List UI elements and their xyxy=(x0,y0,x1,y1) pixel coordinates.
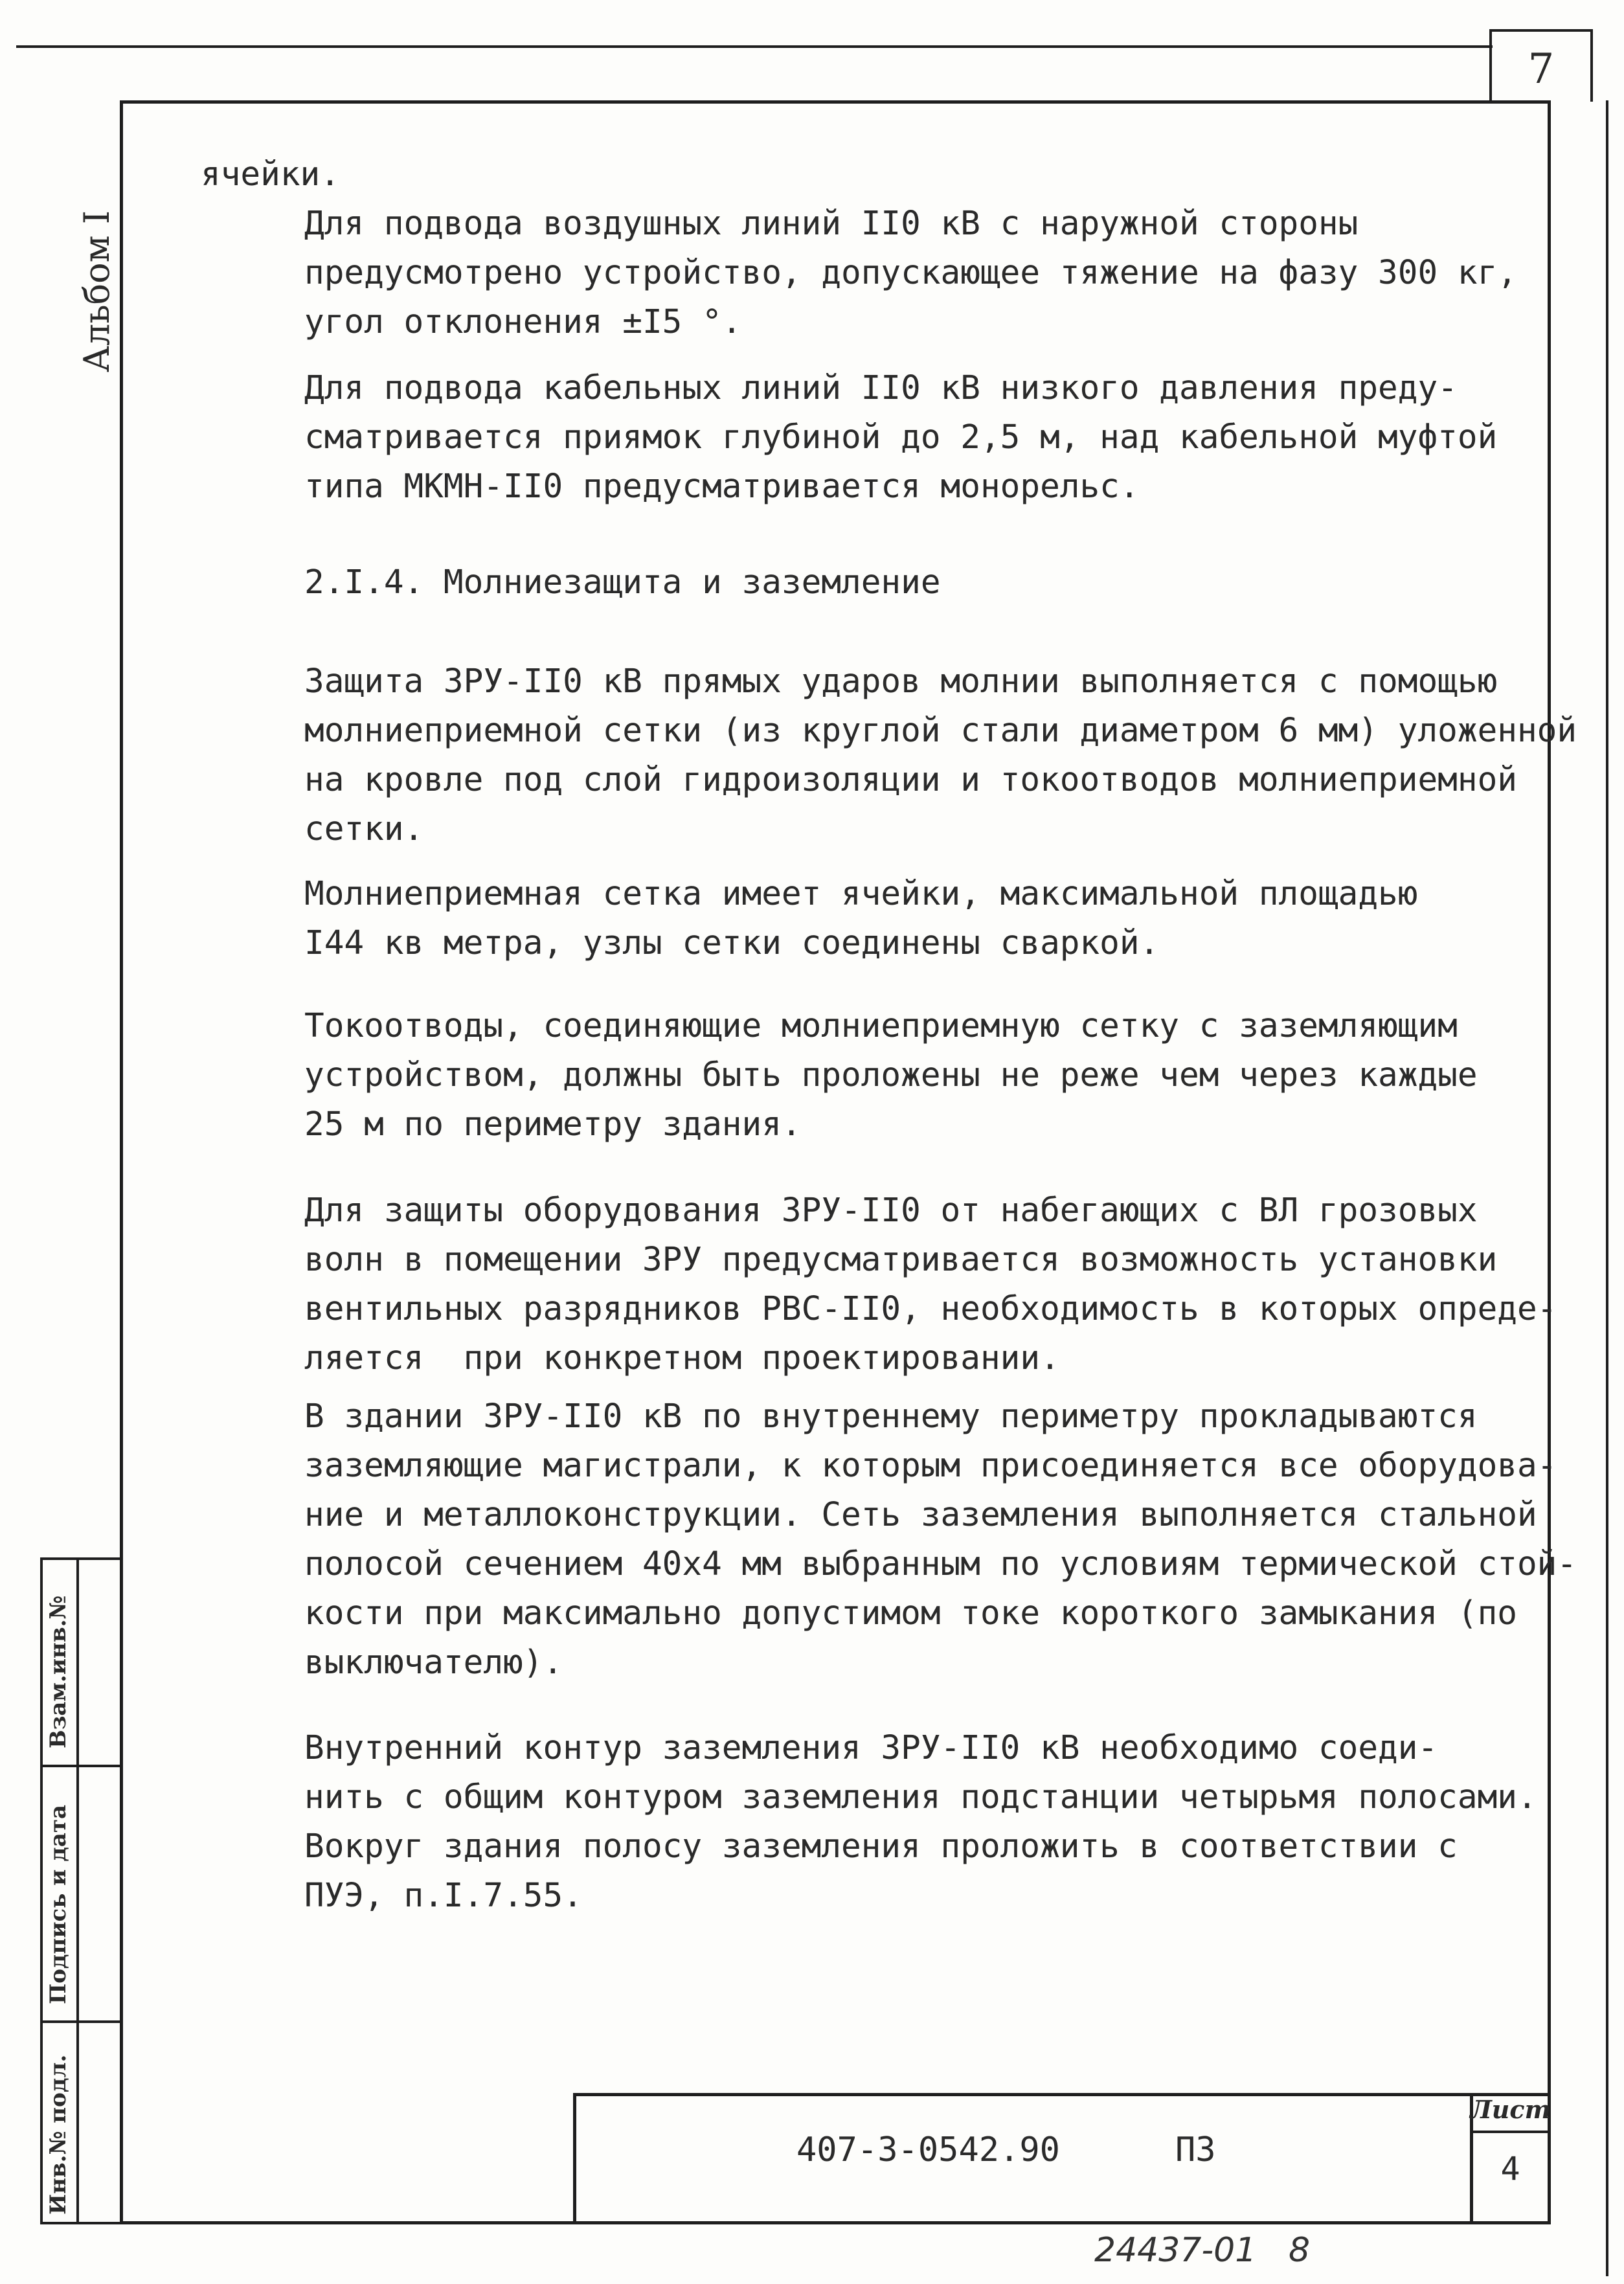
paragraph-down-conductors: Токоотводы, соединяющие молниеприемную сетку с заземляющим устройством, должны быть проложены не реже чем через каждые 25 м по периметру здания. xyxy=(304,1007,1478,1144)
page-number: 7 xyxy=(1528,45,1555,93)
paragraph-surge-arresters: Для защиты оборудования ЗРУ-II0 от набегающих с ВЛ грозовых волн в помещении ЗРУ предусматривается возможность установки вентильных разрядников РВС-II0, необходимость в которых опреде- ляется при конкретном проектировании. xyxy=(304,1192,1557,1377)
title-block xyxy=(573,2093,1551,2224)
signature-date-label: Подпись и дата xyxy=(45,1804,71,2004)
document-type: ПЗ xyxy=(1175,2131,1216,2169)
side-stamp-row-line xyxy=(40,1765,120,1767)
document-code: 407-3-0542.90 xyxy=(796,2131,1060,2169)
sheet-label: Лист xyxy=(1470,2095,1551,2124)
paragraph-continuation: ячейки. xyxy=(201,155,340,194)
paragraph-mesh: Молниеприемная сетка имеет ячейки, максимальной площадью I44 кв метра, узлы сетки соединены сваркой. xyxy=(304,875,1418,962)
side-stamp-row-line xyxy=(40,2020,120,2023)
paragraph-grounding-mains: В здании ЗРУ-II0 кВ по внутреннему периметру прокладываются заземляющие магистрали, к которым присоединяется все оборудова- ние и металлоконструкции. Сеть заземления выполняется стальной полосой сечением 40х4 мм выбранным по условиям термической стой- кости при максимально допустимом токе короткого замыкания (по выключателю). xyxy=(304,1397,1577,1682)
section-heading: 2.I.4. Молниезащита и заземление xyxy=(304,563,941,602)
replaced-inv-label: Взам.инв.№ xyxy=(45,1595,71,1748)
paragraph-cable-lines: Для подвода кабельных линий II0 кВ низкого давления преду- сматривается приямок глубиной до 2,5 м, над кабельной муфтой типа МКМН-II0 предусматривается монорельс. xyxy=(304,369,1498,506)
inv-orig-label: Инв.№ подл. xyxy=(45,2054,71,2215)
side-stamp-divider xyxy=(76,1557,79,2224)
paragraph-grounding-contour: Внутренний контур заземления ЗРУ-II0 кВ необходимо соеди- нить с общим контуром заземления подстанции четырьмя полосами. Вокруг здания полосу заземления проложить в соответствии с ПУЭ, п.I.7.55. xyxy=(304,1729,1537,1915)
paragraph-overhead-lines: Для подвода воздушных линий II0 кВ с наружной стороны предусмотрено устройство, допускающее тяжение на фазу 300 кг, угол отклонения ±I5 °. xyxy=(304,205,1517,341)
sheet-number: 4 xyxy=(1500,2150,1520,2188)
archive-number: 24437-01 8 xyxy=(1094,2231,1311,2270)
album-label: Альбом I xyxy=(76,210,117,372)
paragraph-lightning-protection: Защита ЗРУ-II0 кВ прямых ударов молнии выполняется с помощью молниеприемной сетки (из круглой стали диаметром 6 мм) уложенной на кровле под слой гидроизоляции и токоотводов молниеприемной сетки. xyxy=(304,662,1577,848)
top-rule xyxy=(16,45,1493,48)
sheet-divider xyxy=(1470,2131,1551,2133)
